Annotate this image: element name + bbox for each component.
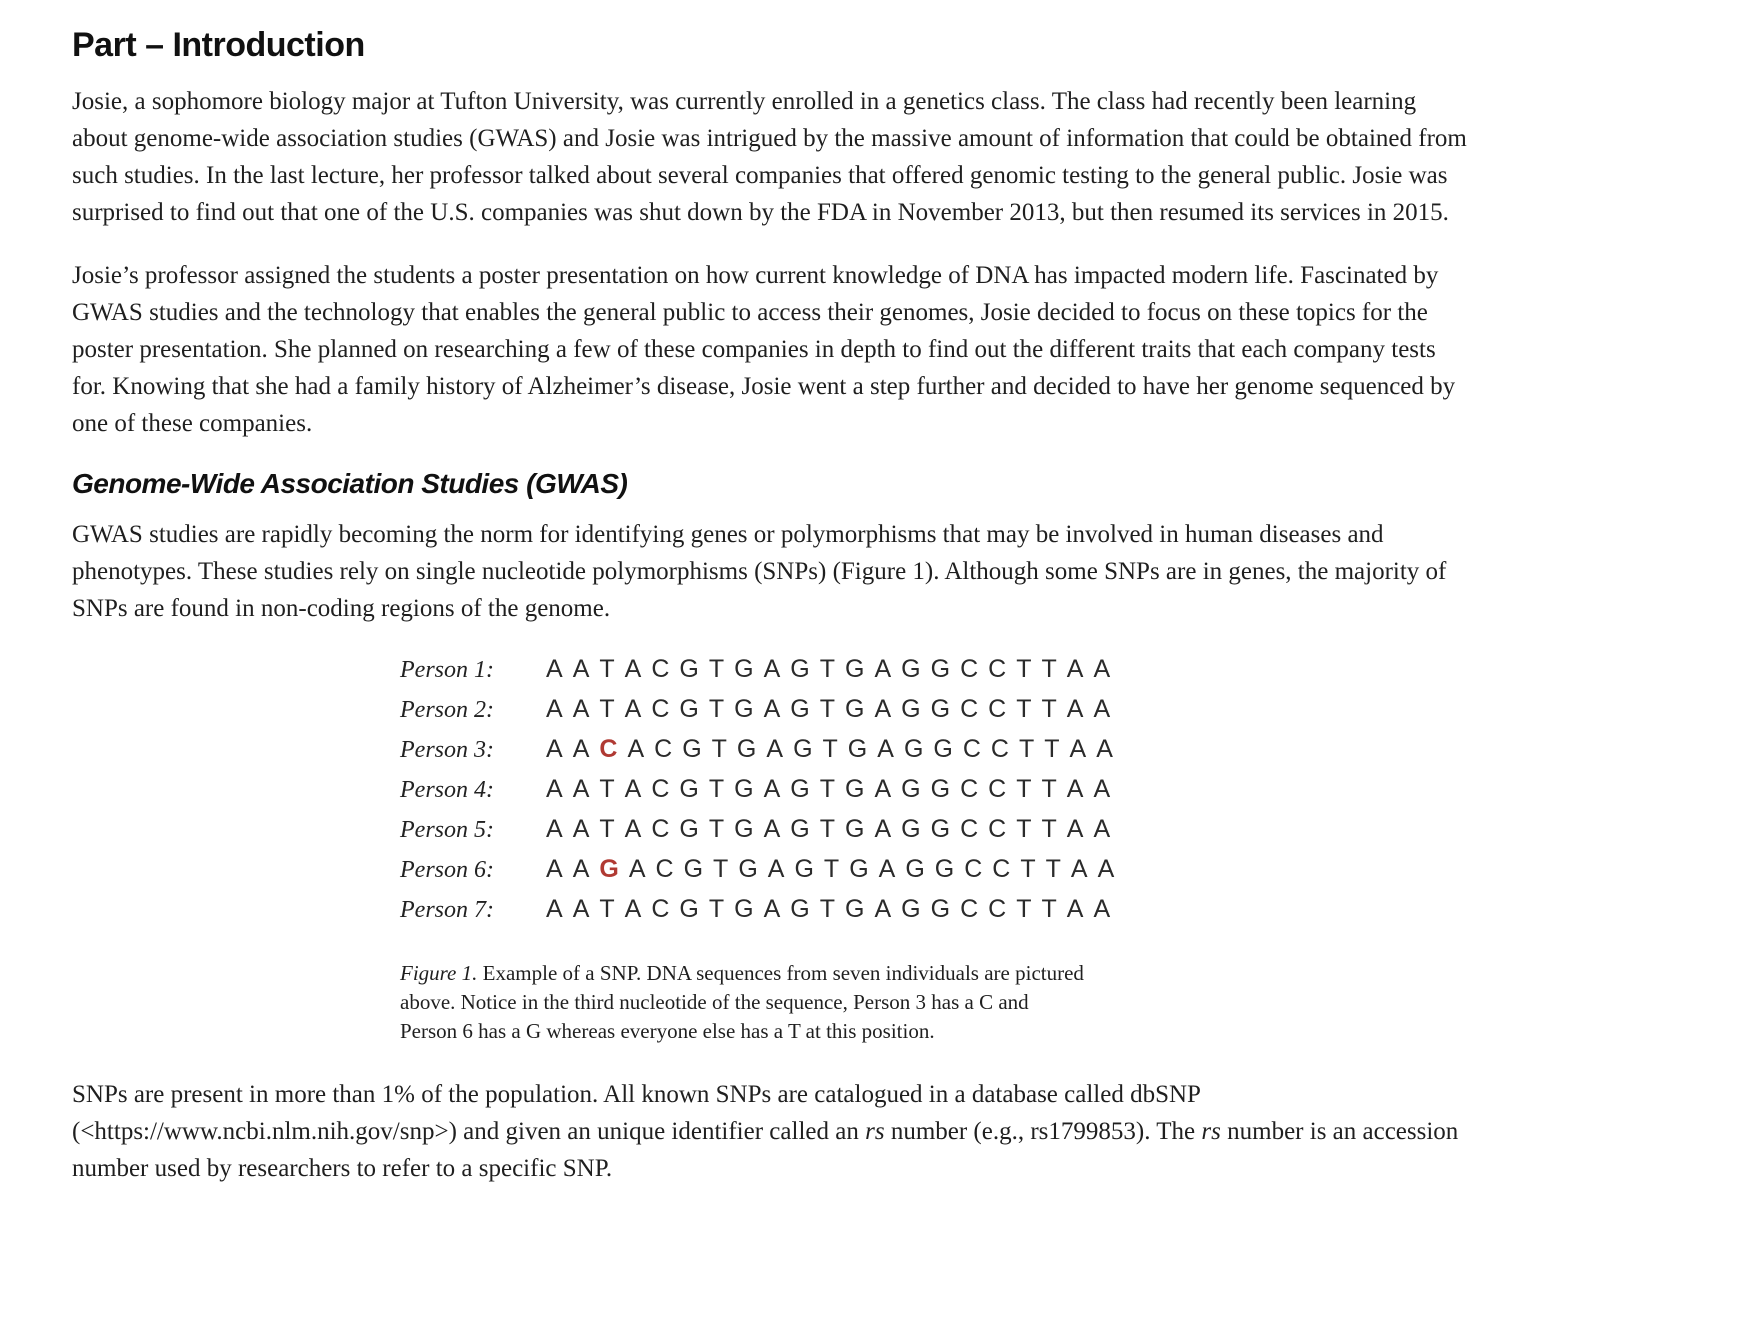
sequence-row <box>400 655 1469 695</box>
dna-sequence: A A G A C G T G A G T G A G G C C T T A A <box>546 855 1115 883</box>
sequence-row <box>400 855 1469 895</box>
sequence-row <box>400 735 1469 775</box>
intro-paragraph-1: Josie, a sophomore biology major at Tufton University, was currently enrolled in a genetics class. The class had recently been learning about genome-wide association studies (GWAS) and Josie was intrigued by the massive amount of information that could be obtained from such studies. In the last lecture, her professor talked about several companies that offered genomic testing to the general public. Josie was surprised to find out that one of the U.S. companies was shut down by the FDA in November 2013, but then resumed its services in 2015. <box>72 88 1467 226</box>
sequence-person-label: Person 3: <box>400 737 494 763</box>
sequence-person-label: Person 5: <box>400 817 494 843</box>
snp-highlight-letter: G <box>599 855 619 883</box>
sequence-person-label: Person 6: <box>400 857 494 883</box>
page-title: Part – Introduction <box>72 26 365 64</box>
figure-1-caption: Figure 1. Example of a SNP. DNA sequences from seven individuals are pictured above. Notice in the third nucleotide of the sequence, Person 3 has a C and Person 6 has a G whereas everyone else has a T at this position. <box>400 961 1084 1043</box>
section-heading-gwas: Genome-Wide Association Studies (GWAS) <box>72 468 628 499</box>
sequence-row <box>400 895 1469 935</box>
dna-sequence: A A T A C G T G A G T G A G G C C T T A A <box>546 895 1111 923</box>
snp-sequence-table <box>400 655 1469 935</box>
sequence-person-label: Person 4: <box>400 777 494 803</box>
gwas-paragraph: GWAS studies are rapidly becoming the norm for identifying genes or polymorphisms that may be involved in human diseases and phenotypes. These studies rely on single nucleotide polymorphisms (SNPs) (Figure 1). Although some SNPs are in genes, the majority of SNPs are found in non-coding regions of the genome. <box>72 521 1447 622</box>
sequence-row <box>400 815 1469 855</box>
dna-sequence: A A T A C G T G A G T G A G G C C T T A A <box>546 775 1111 803</box>
dna-sequence: A A T A C G T G A G T G A G G C C T T A A <box>546 655 1111 683</box>
sequence-row <box>400 775 1469 815</box>
sequence-person-label: Person 7: <box>400 897 494 923</box>
intro-paragraph-2: Josie’s professor assigned the students a poster presentation on how current knowledge of DNA has impacted modern life. Fascinated by GWAS studies and the technology that enables the general public to access their genomes, Josie decided to focus on these topics for the poster presentation. She planned on researching a few of these companies in depth to find out the different traits that each company tests for. Knowing that she had a family history of Alzheimer’s disease, Josie went a step further and decided to have her genome sequenced by one of these companies. <box>72 262 1456 437</box>
sequence-row <box>400 695 1469 735</box>
snp-highlight-letter: C <box>599 735 618 763</box>
dna-sequence: A A T A C G T G A G T G A G G C C T T A A <box>546 815 1111 843</box>
figure-1 <box>400 655 1469 1046</box>
sequence-person-label: Person 1: <box>400 657 494 683</box>
dna-sequence: A A C A C G T G A G T G A G G C C T T A A <box>546 735 1113 763</box>
sequence-person-label: Person 2: <box>400 697 494 723</box>
dna-sequence: A A T A C G T G A G T G A G G C C T T A A <box>546 695 1111 723</box>
snp-database-paragraph: SNPs are present in more than 1% of the population. All known SNPs are catalogued in a database called dbSNP (<https://www.ncbi.nlm.nih.gov/snp>) and given an unique identifier called an rs number (e.g., rs1799853). The rs number is an accession number used by researchers to refer to a specific SNP. <box>72 1081 1459 1182</box>
